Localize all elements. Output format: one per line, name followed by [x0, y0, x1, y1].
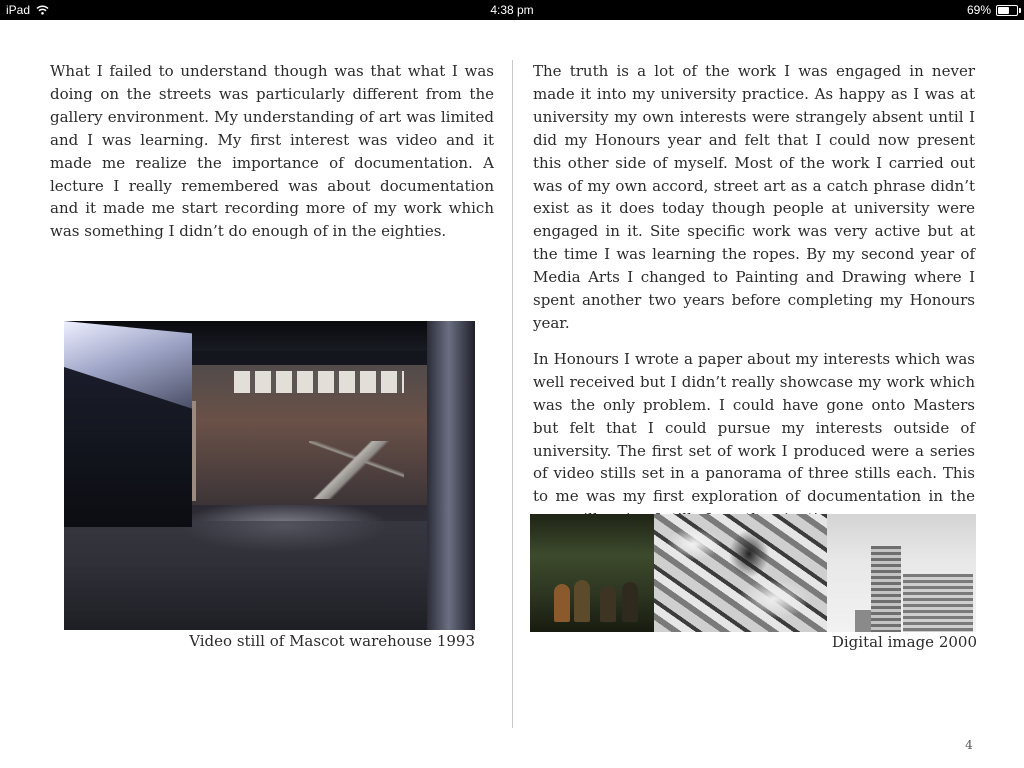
- figure: [574, 580, 590, 622]
- building: [871, 546, 901, 632]
- warehouse-caption: Video still of Mascot warehouse 1993: [189, 632, 475, 650]
- right-paragraph-1: The truth is a lot of the work I was engaged in never made it into my university practice. As happy as I was at university my own interests were strangely absent until I did my Honours year and felt that I could now present this other side of myself. Most of the work I carried out was of my own accord, street art as a catch phrase didn’t exist as it does today though people at university were engaged in it. Site specific work was very active but at the time I was learning the ropes. By my second year of Media Arts I changed to Painting and Drawing where I spent another two years before completing my Honours year.: [533, 62, 975, 332]
- left-paragraph: What I failed to understand though was that what I was doing on the streets was particularly different from the gallery environment. My understanding of art was limited and I was learning. My first interest was video and it made me realize the importance of documentation. A lecture I really remembered was about documentation and it made me start recording more of my work which was something I didn’t do enough of in the eighties.: [50, 62, 494, 241]
- panorama-still-figures: [530, 514, 654, 632]
- photo-debris: [309, 441, 404, 499]
- right-paragraph-2: In Honours I wrote a paper about my interests which was well received but I didn’t really showcase my work which was the only problem. I could have gone onto Masters but felt that I could pursue my interests outside of university. The first set of work I produced were a series of video stills set in a panorama of three stills each. This to me was my first exploration of documentation in the: [533, 349, 975, 506]
- device-label: iPad: [6, 3, 31, 17]
- panorama-caption: Digital image 2000: [831, 633, 977, 651]
- warehouse-photo: [64, 321, 475, 630]
- figure: [600, 586, 616, 622]
- building: [855, 610, 871, 632]
- panorama-image: [530, 514, 976, 632]
- page-number: 4: [965, 738, 973, 752]
- clock: 4:38 pm: [490, 3, 534, 17]
- column-divider: [512, 60, 513, 728]
- battery-level: [998, 7, 1009, 14]
- photo-floor: [64, 521, 475, 630]
- left-column-text: [50, 60, 494, 256]
- status-bar: [0, 0, 1024, 20]
- photo-right-pillars: [427, 321, 475, 630]
- battery-nub: [1019, 8, 1021, 13]
- status-bar-right: [967, 3, 1018, 17]
- panorama-still-graffiti: [654, 514, 827, 632]
- panorama-still-buildings: [827, 514, 976, 632]
- right-column-text: [533, 60, 975, 544]
- battery-percent: 69%: [966, 3, 991, 17]
- photo-windows: [234, 371, 404, 393]
- figure: [554, 584, 570, 622]
- battery-icon: [996, 5, 1018, 16]
- figure: [622, 582, 638, 622]
- building: [903, 574, 973, 632]
